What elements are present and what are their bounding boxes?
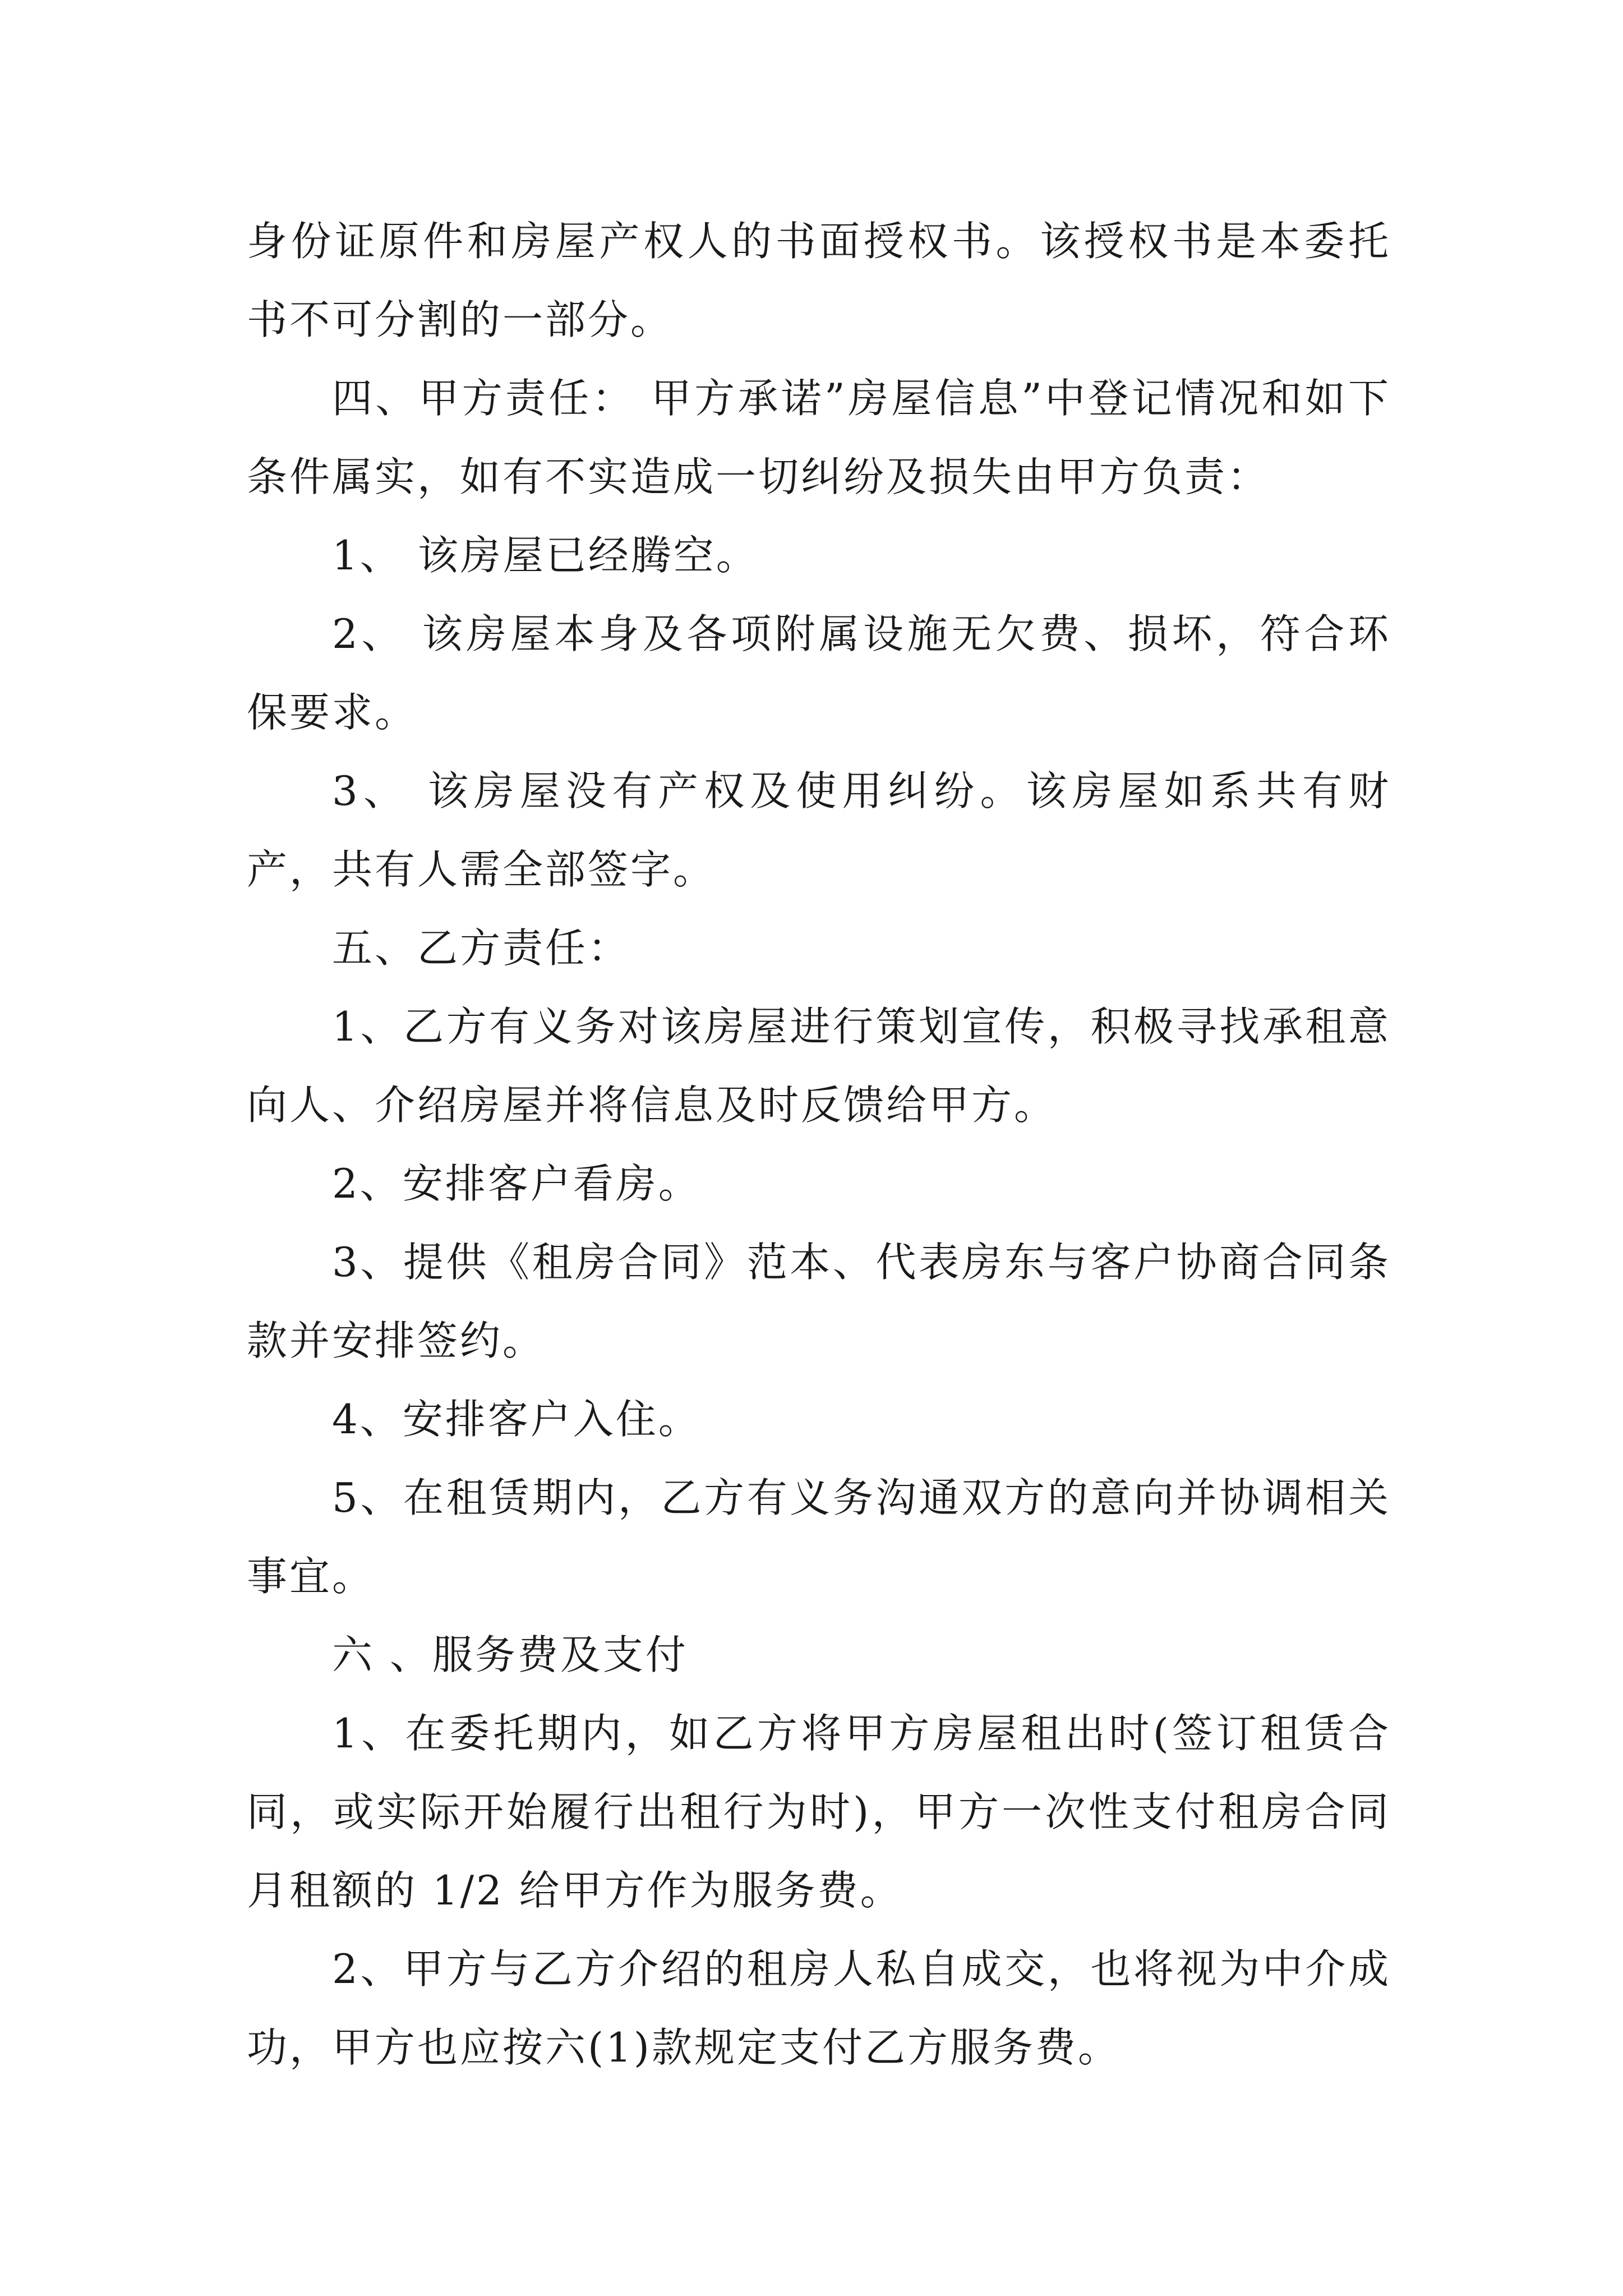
paragraph-item-move-in: 4、安排客户入住。: [332, 1396, 701, 1443]
paragraph-service-fee-heading: 六 、服务费及支付: [332, 1631, 688, 1678]
paragraph-item-promotion: 1、乙方有义务对该房屋进行策划宣传，积极寻找承租意向人、介绍房屋并将信息及时反馈给甲方。: [247, 1003, 1391, 1129]
paragraph-party-b-responsibility: 五、乙方责任：: [332, 924, 631, 972]
paragraph-item-contract: 3、提供《租房合同》范本、代表房东与客户协商合同条款并安排签约。: [247, 1239, 1391, 1364]
paragraph-item-no-arrears: 2、 该房屋本身及各项附属设施无欠费、损坏，符合环保要求。: [247, 610, 1391, 736]
paragraph-item-coordination: 5、在租赁期内，乙方有义务沟通双方的意向并协调相关事宜。: [247, 1474, 1391, 1600]
paragraph-item-vacated: 1、 该房屋已经腾空。: [332, 532, 759, 579]
paragraph-item-private-deal: 2、甲方与乙方介绍的租房人私自成交，也将视为中介成功，甲方也应按六(1)款规定支付乙方服务费。: [247, 1945, 1391, 2071]
paragraph-item-viewing: 2、安排客户看房。: [332, 1160, 701, 1207]
paragraph-item-no-disputes: 3、 该房屋没有产权及使用纠纷。该房屋如系共有财产，共有人需全部签字。: [247, 767, 1391, 893]
paragraph-party-a-responsibility: 四、甲方责任： 甲方承诺”房屋信息”中登记情况和如下条件属实，如有不实造成一切纠纷及损失由甲方负责：: [247, 375, 1391, 500]
paragraph-item-fee-payment: 1、在委托期内，如乙方将甲方房屋租出时(签订租赁合同，或实际开始履行出租行为时)，甲方一次性支付租房合同月租额的 1/2 给甲方作为服务费。: [247, 1710, 1391, 1914]
document-body: [247, 202, 1391, 2087]
paragraph-id-authorization: 身份证原件和房屋产权人的书面授权书。该授权书是本委托书不可分割的一部分。: [247, 218, 1391, 343]
